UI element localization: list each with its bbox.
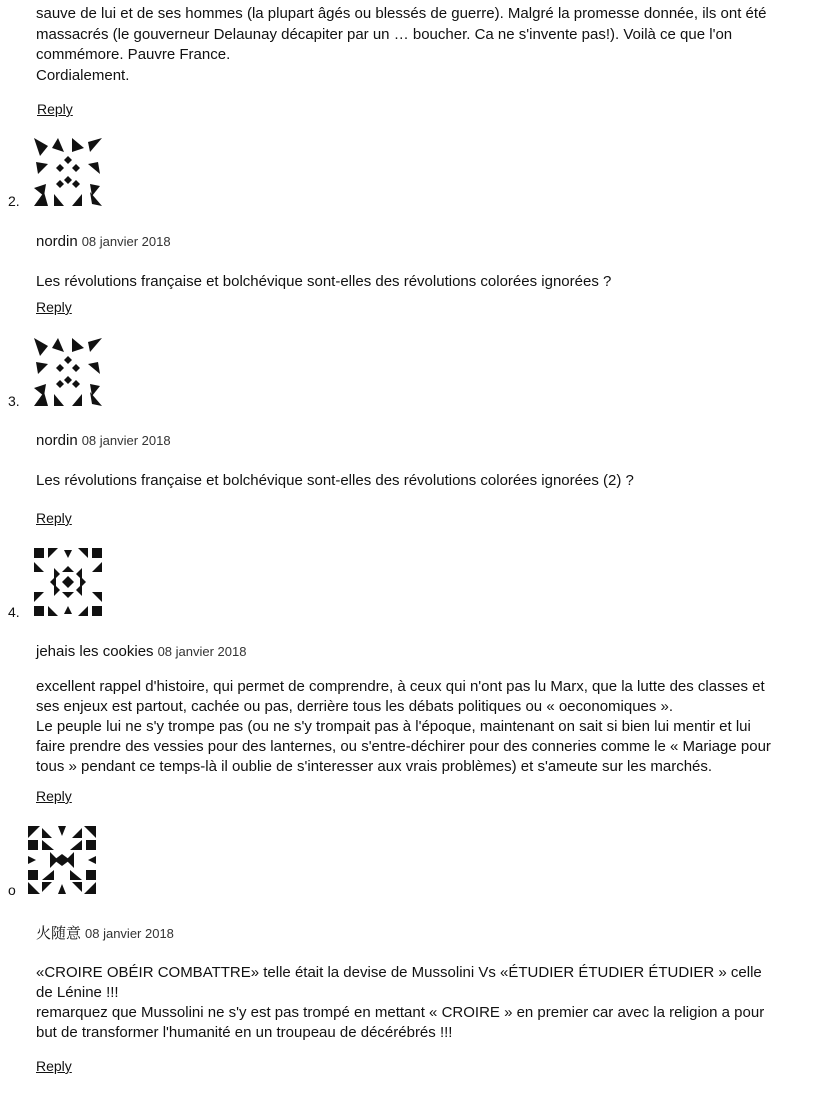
comment-body bbox=[36, 272, 826, 292]
comment-author[interactable]: jehais les cookies bbox=[36, 643, 154, 660]
comment-author[interactable]: nordin bbox=[36, 233, 78, 250]
comment-date: 08 janvier 2018 bbox=[157, 644, 247, 659]
comment-date: 08 janvier 2018 bbox=[81, 433, 171, 448]
comment-meta bbox=[36, 233, 171, 250]
comment-line: Les révolutions française et bolchévique sont-elles des révolutions colorées ignorées (2) ? bbox=[36, 472, 634, 489]
identicon-avatar-icon bbox=[28, 826, 96, 894]
comment-line: Le peuple lui ne s'y trompe pas (ou ne s'y trompait pas à l'époque, maintenant on sait si bien lui mentir et lui bbox=[36, 718, 751, 735]
comment-line: commémore. Pauvre France. bbox=[36, 46, 231, 63]
identicon-avatar-icon bbox=[34, 548, 102, 616]
comment-line: ses enjeux est partout, cachée ou pas, derrière tous les débats politiques ou « oeconomiques ». bbox=[36, 698, 674, 715]
comment-author[interactable]: nordin bbox=[36, 432, 78, 449]
comment-meta bbox=[36, 432, 171, 449]
comment-line: excellent rappel d'histoire, qui permet de comprendre, à ceux qui n'ont pas lu Marx, que la lutte des classes et bbox=[36, 678, 765, 695]
comment-number: 3. bbox=[8, 393, 20, 409]
comment-line: Cordialement. bbox=[36, 66, 130, 84]
comment-line: faire prendre des vessies pour des lanternes, ou s'entre-déchirer pour des conneries comme le « Mariage pour bbox=[36, 738, 771, 755]
comment-date: 08 janvier 2018 bbox=[81, 234, 171, 249]
comment-line: sauve de lui et de ses hommes (la plupart âgés ou blessés de guerre). Malgré la promesse donnée, ils ont été bbox=[36, 5, 767, 22]
identicon-avatar-icon bbox=[34, 138, 102, 206]
comment-number: 4. bbox=[8, 604, 20, 620]
reply-link[interactable]: Reply bbox=[37, 101, 73, 117]
comment-line: de Lénine !!! bbox=[36, 984, 119, 1001]
comment-number: 2. bbox=[8, 193, 20, 209]
previous-comment-body bbox=[36, 4, 826, 86]
comment-body bbox=[36, 963, 826, 1043]
comment-body bbox=[36, 471, 826, 491]
identicon-avatar-icon bbox=[34, 338, 102, 406]
reply-link[interactable]: Reply bbox=[36, 788, 72, 804]
comment-date: 08 janvier 2018 bbox=[85, 926, 174, 941]
comment-meta bbox=[36, 643, 246, 660]
reply-link[interactable]: Reply bbox=[36, 510, 72, 526]
comment-line: but de transformer l'humanité en un troupeau de décérébrés !!! bbox=[36, 1024, 453, 1041]
comment-line: «CROIRE OBÉIR COMBATTRE» telle était la devise de Mussolini Vs «ÉTUDIER ÉTUDIER ÉTUDIER » celle bbox=[36, 964, 762, 981]
reply-link[interactable]: Reply bbox=[36, 299, 72, 315]
comment-line: tous » pendant ce temps-là il oublie de s'interesser aux vrais problèmes) et s'ameute sur les marchés. bbox=[36, 758, 713, 775]
comment-meta bbox=[36, 922, 174, 943]
comment-line: Les révolutions française et bolchévique sont-elles des révolutions colorées ignorées ? bbox=[36, 273, 612, 290]
comment-line: massacrés (le gouverneur Delaunay décapiter par un … boucher. Ca ne s'invente pas!). Voilà ce que l'on bbox=[36, 25, 733, 43]
comment-body bbox=[36, 677, 826, 777]
reply-link[interactable]: Reply bbox=[36, 1058, 72, 1074]
comment-number: o bbox=[8, 882, 16, 898]
comment-author[interactable]: 火随意 bbox=[36, 925, 82, 942]
comment-line: remarquez que Mussolini ne s'y est pas trompé en mettant « CROIRE » en premier car avec la religion a pour bbox=[36, 1004, 765, 1021]
